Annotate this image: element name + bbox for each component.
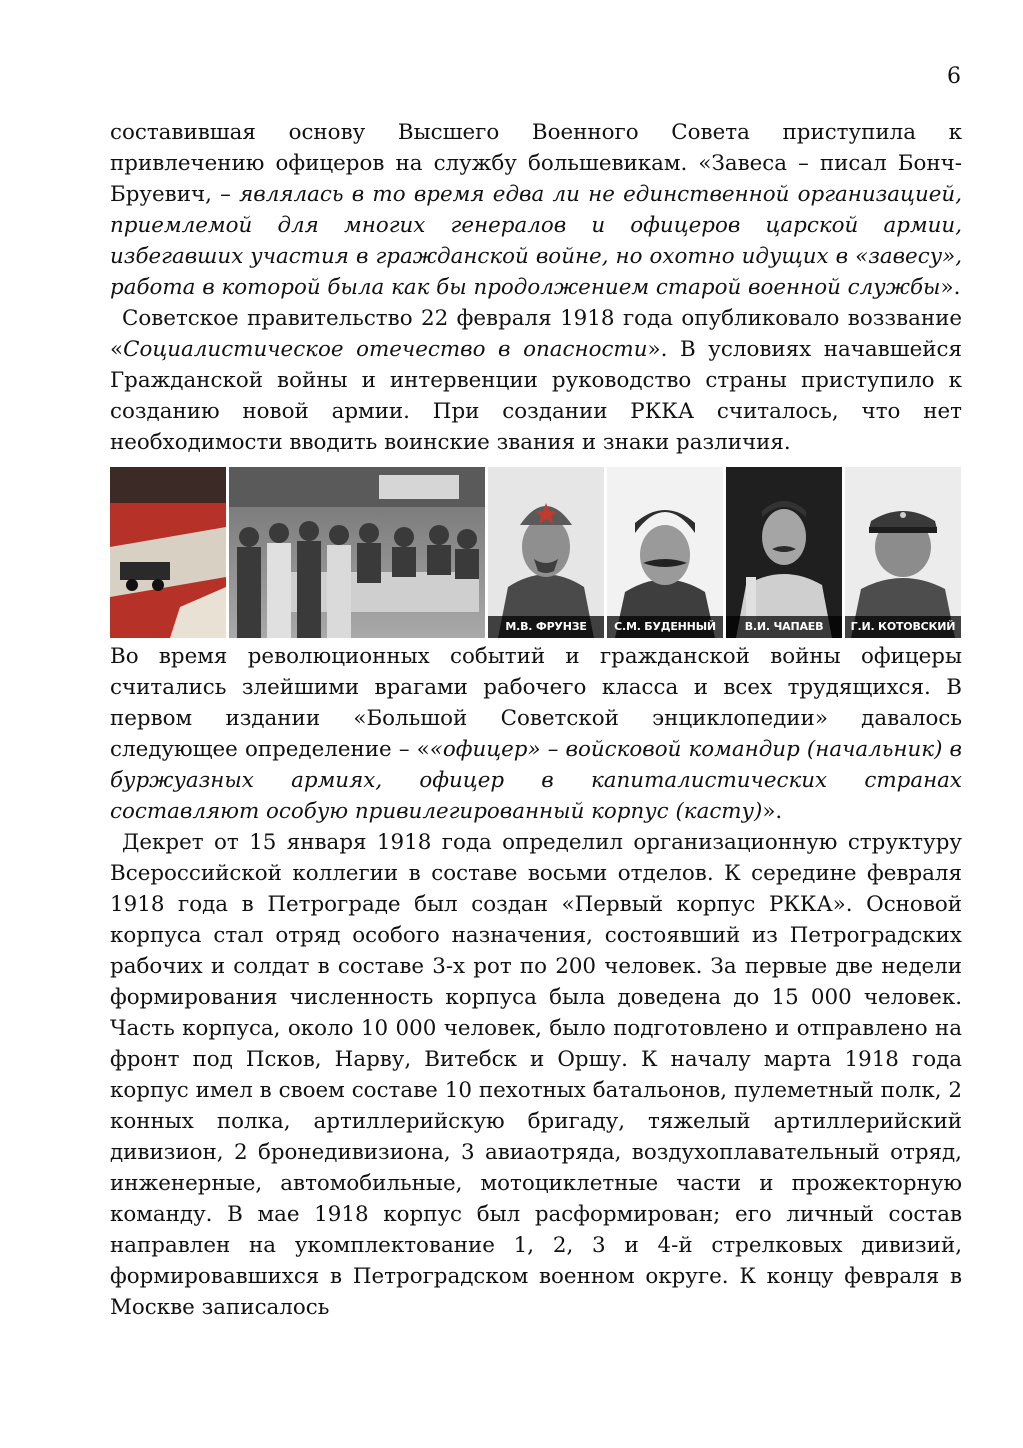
text-run: Декрет от 15 января 1918 года определил организационную структуру Всероссийской коллегии в составе восьми отделов. К середине февраля 1918 года в Петрограде был создан «Первый корпус РККА». Основой корпуса стал отряд особого назначения, состоявший из Петроградских рабочих и солдат в составе 3-х рот по 200 человек. За первые две недели формирования численность корпуса была доведена до 15 000 человек. Часть корпуса, около 10 000 человек, было подготовлено и отправлено на фронт под Псков, Нарву, Витебск и Оршу. К началу марта 1918 года корпус имел в своем составе 10 пехотных батальонов, пулеметный полк, 2 конных полка, артиллерийскую бригаду, тяжелый артиллерийский дивизион, 2 бронедивизиона, 3 авиаотряда, воздухоплавательный отряд, инженерные, автомобильные, мотоциклетные части и прожекторную команду. В мае 1918 корпус был расформирован; его личный состав направлен на укомплектование 1, 2, 3 и 4-й стрелковых дивизий, формировавшихся в Петроградском военном округе. К концу февраля в Москве записалось [110,830,962,1320]
portrait-chapaev-image [726,467,842,638]
portrait-art [845,467,961,638]
text-run: составившая основу Высшего Военного Совета приступила к привлечению офицеров на службу большевикам. «Завеса – писал Бонч-Бруевич, – [110,120,962,207]
quote-italic: Социалистическое отечество в опасности [123,337,648,362]
group-photo-art [229,467,485,638]
text-run: Во время революционных событий и гражданской войны офицеры считались злейшими врагами рабочего класса и всех трудящихся. В первом издании «Большой Советской энциклопедии» давалось следующее определение – « [110,644,962,762]
paragraph [110,117,962,303]
text-run: ». [762,799,783,824]
page-number: 6 [947,64,961,89]
paragraph [110,641,962,827]
paragraph [110,303,962,458]
text-run: ». В условиях начавшейся Гражданской войны и интервенции руководство страны приступило к созданию новой армии. При создании РККА считалось, что нет необходимости вводить воинские звания и знаки различия. [110,337,963,455]
paragraph [110,827,962,1323]
portrait-budyonny-image [607,467,723,638]
portrait-art [607,467,723,638]
text-run: ». [940,275,961,300]
quote-italic: являлась в то время едва ли не единственной организацией, приемлемой для многих генералов и офицеров царской армии, избегавших участия в гражданской войне, но охотно идущих в «завесу», работа в которой была как бы продолжением старой военной службы [110,182,962,300]
group-photo-image [229,467,485,638]
portrait-caption: Г.И. КОТОВСКИЙ [845,616,961,638]
portrait-art [726,467,842,638]
portrait-frunze-image [488,467,604,638]
text-block-bottom [110,641,962,1323]
text-run: Советское правительство 22 февраля 1918 года опубликовало воззвание « [110,306,962,362]
propaganda-poster-image [110,467,226,638]
portrait-caption: М.В. ФРУНЗЕ [488,616,604,638]
portrait-caption: С.М. БУДЕННЫЙ [607,616,723,638]
quote-italic: «офицер» – войсковой командир (начальник) в буржуазных армиях, офицер в капиталистических странах составляют особую привилегированный корпус (касту) [110,737,962,824]
portrait-kotovsky-image [845,467,961,638]
photo-strip [110,467,962,638]
portrait-caption: В.И. ЧАПАЕВ [726,616,842,638]
portrait-art [488,467,604,638]
text-block-top [110,117,962,458]
